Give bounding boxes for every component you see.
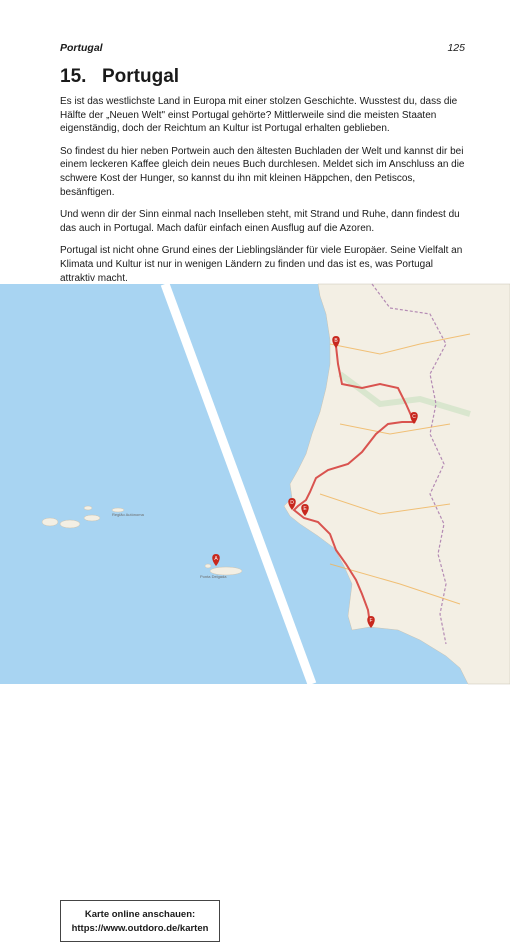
map-graphic bbox=[0, 284, 510, 684]
marker-letter: E bbox=[303, 506, 307, 512]
paragraph: Portugal ist nicht ohne Grund eines der Lieblingsländer für viele Europäer. Seine Vielfalt an Klimata und Kultur ist nur in wenigen Ländern zu finden und das ist es, was Portugal attraktiv macht. bbox=[60, 245, 463, 284]
section-title bbox=[60, 66, 179, 88]
map-link-url[interactable]: https://www.outdoro.de/karten bbox=[71, 923, 209, 934]
map-place-label: Ponta Delgada bbox=[200, 574, 227, 579]
marker-letter: C bbox=[412, 414, 416, 420]
marker-letter: B bbox=[334, 338, 338, 344]
map-link-box[interactable] bbox=[60, 900, 220, 942]
running-head-chapter: Portugal bbox=[60, 42, 103, 54]
map-link-caption: Karte online anschauen: bbox=[84, 909, 196, 920]
route-map[interactable] bbox=[0, 284, 510, 934]
marker-letter: A bbox=[214, 556, 218, 562]
page-number: 125 bbox=[447, 42, 465, 54]
section-number: 15. bbox=[60, 66, 87, 87]
paragraph: Es ist das westlichste Land in Europa mit einer stolzen Geschichte. Wusstest du, dass die Hälfte der „Neuen Welt" einst Portugal gehörte? Mittlerweile sind die meisten Staaten eigenständig, doch der Reichtum an Kultur ist Portugal erhalten geblieben. bbox=[60, 96, 458, 135]
section-title-text: Portugal bbox=[102, 66, 180, 87]
marker-letter: F bbox=[369, 618, 373, 624]
marker-letter: D bbox=[290, 500, 294, 506]
paragraph: So findest du hier neben Portwein auch den ältesten Buchladen der Welt und kannst dir bei einem leckeren Kaffee gleich dein neues Buch durchlesen. Meldet sich im Anschluss an die schwere Kost der Hunger, so kannst du ihn mit kleinen Häppchen, den Petiscos, besänftigen. bbox=[60, 145, 465, 198]
running-header bbox=[60, 42, 465, 56]
map-place-label: Região Autónoma bbox=[112, 512, 144, 517]
paragraph: Und wenn dir der Sinn einmal nach Inselleben steht, mit Strand und Ruhe, dann findest du das auch in Portugal. Mach dafür einfach einen Ausflug auf die Azoren. bbox=[60, 209, 460, 234]
body-text bbox=[60, 95, 470, 294]
